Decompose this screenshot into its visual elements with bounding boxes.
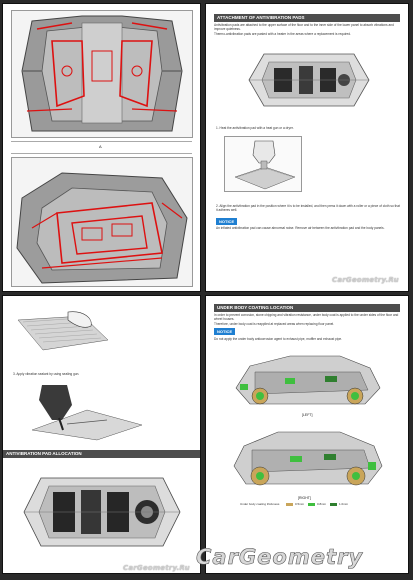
notice-badge: NOTICE	[216, 218, 237, 225]
brand-watermark: CarGeometry	[196, 545, 364, 569]
page-4	[206, 296, 408, 573]
legend-item-3: 1.0mm	[339, 502, 349, 506]
page-3	[3, 296, 200, 573]
watermark: CarGeometry.Ru	[332, 276, 399, 284]
page-2	[206, 4, 408, 291]
notice-text: Do not apply the under body anticorrosion agent to exhaust pipe, muffler and exhaust pipe.	[214, 337, 343, 341]
pad-allocation-image	[19, 466, 185, 558]
legend-item-2: 0.8mm	[317, 502, 327, 506]
antivibration-pad-location-image	[244, 44, 374, 116]
underbody-left-image	[230, 348, 386, 410]
page-1	[3, 4, 200, 291]
figure-label: A	[99, 144, 102, 149]
legend-swatch-3	[330, 503, 337, 506]
watermark: CarGeometry.Ru	[123, 564, 190, 572]
rear-floor-image	[12, 158, 192, 286]
step-3: 3. Apply vibration sealant by using sealing gun.	[13, 372, 80, 376]
underbody-right-image	[228, 422, 388, 492]
intro-text: Antivibration pads are attached to the upper surface of the floor and to the inner side of the lower panel to absorb vibrations and improve quietness.	[214, 23, 394, 31]
notice-text: An inflated antivibration pad can cause abnormal noise. Remove air between the antivibration pad and the body panels.	[216, 226, 385, 230]
divider	[11, 141, 192, 142]
floor-panel-top-view-image	[12, 11, 192, 137]
sealing-gun-image	[27, 380, 147, 442]
notice-badge: NOTICE	[214, 328, 235, 335]
legend-swatch-1	[286, 503, 293, 506]
legend-swatch-2	[308, 503, 315, 506]
bottom-figure	[11, 157, 193, 287]
right-figure-label: [RIGHT]	[298, 496, 311, 500]
legend-title: Under body coating thickness	[240, 502, 280, 506]
step-1: 1. Heat the antivibration pad with a heat gun or a dryer.	[216, 126, 294, 130]
section-header: UNDER BODY COATING LOCATION	[214, 304, 400, 312]
section-header: ANTIVIBRATION PAD ALLOCATION	[3, 450, 200, 458]
legend-item-1: 0.5mm	[295, 502, 305, 506]
intro-text: In order to prevent corrosion, stone chipping and vibration resistance, under body coat is applied to the under sides of the floor and wheel houses.	[214, 313, 399, 321]
heat-gun-image	[225, 137, 301, 191]
roller-press-image	[13, 310, 113, 356]
divider	[11, 153, 192, 154]
step-2: 2. Align the antivibration pad in the position where it is to be installed, and then press it down with a roller or a piece of cloth so that it adheres well.	[216, 204, 400, 212]
intro-text-2: Therefore, under body coat is reapplied at replaced areas when replacing floor panel.	[214, 322, 335, 326]
left-figure-label: [LEFT]	[302, 413, 313, 417]
section-header: ATTACHMENT OF ANTIVIBRATION PADS	[214, 14, 400, 22]
heat-gun-figure	[224, 136, 302, 192]
intro-text-2: Thermo-antivibration pads are pasted with a heater in the areas where a replacement is required.	[214, 32, 351, 36]
top-figure	[11, 10, 193, 138]
